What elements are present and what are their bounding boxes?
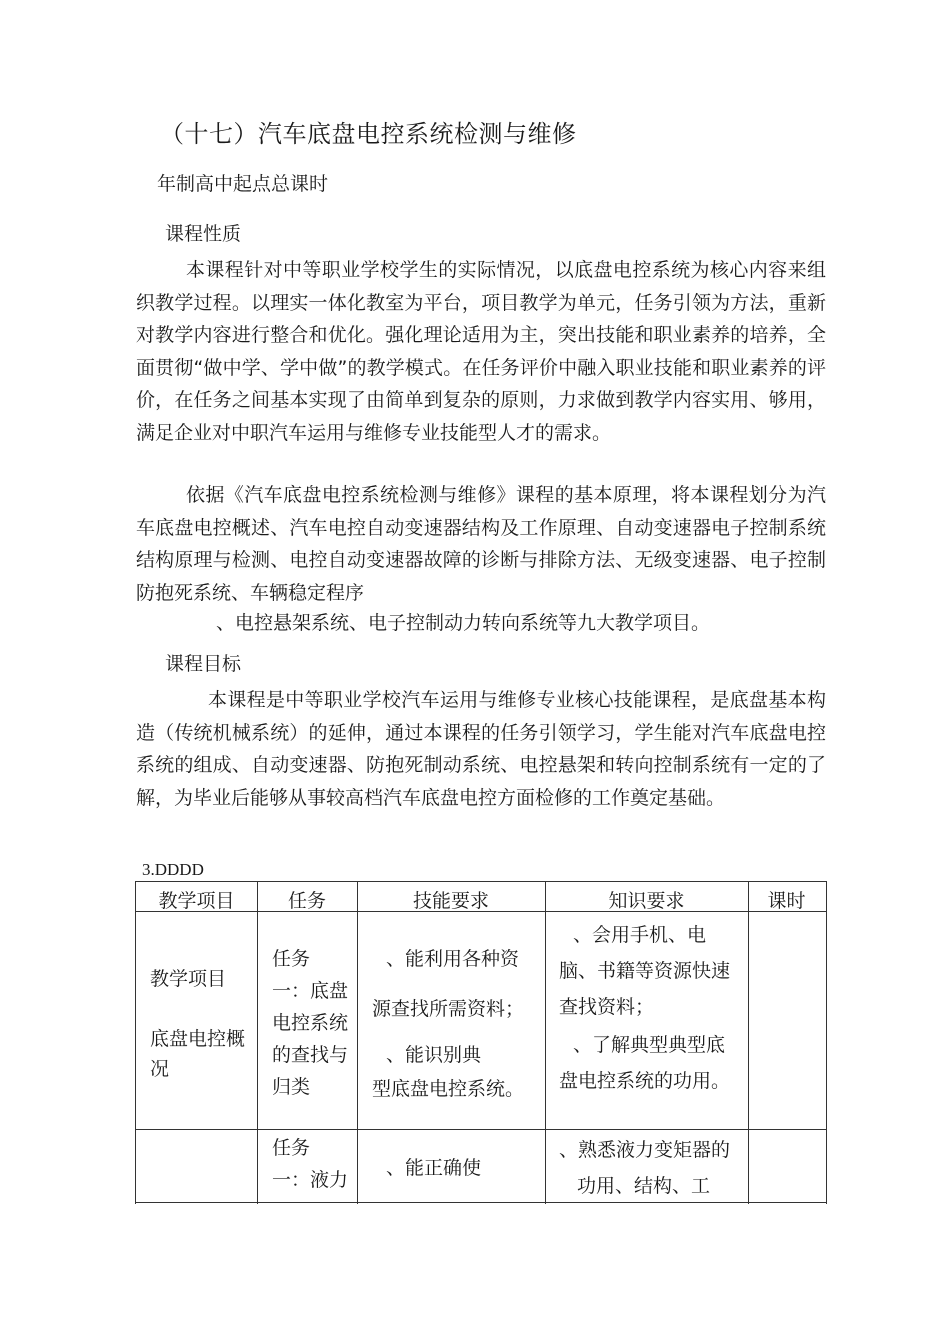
paragraph-text: 依据《汽车底盘电控系统检测与维修》课程的基本原理，将本课程划分为汽车底盘电控概述、汽车电控自动变速器结构及工作原理、自动变速器电子控制系统结构原理与检测、电控自动变速器故障的诊断与排除方法、无级变速器、电子控制防抱死系统、车辆稳定程序 [136,484,826,604]
header-project: 教学项目 [158,890,235,912]
cell-knowledge-line: 、熟悉液力变矩器的 [559,1139,731,1161]
cell-task-line: 的查找与 [272,1044,349,1066]
cell-project-line: 况 [150,1058,170,1080]
cell-knowledge-line: 、会用手机、电 [573,924,707,946]
section-heading-nature: 课程性质 [165,223,242,245]
cell-knowledge-line: 脑、书籍等资源快速 [559,960,731,982]
cell-task-line: 一：底盘 [272,980,349,1002]
paragraph-text: 本课程针对中等职业学校学生的实际情况，以底盘电控系统为核心内容来组织教学过程。以理实一体化教室为平台，项目教学为单元，任务引领为方法，重新对教学内容进行整合和优化。强化理论适用为主，突出技能和职业素养的培养，全面贯彻“做中学、学中做”的教学模式。在任务评价中融入职业技能和职业素养的评价，在任务之间基本实现了由简单到复杂的原则，力求做到教学内容实用、够用，满足企业对中职汽车运用与维修专业技能型人才的需求。 [136,259,826,444]
cell-skill-line: 型底盘电控系统。 [372,1078,525,1100]
cell-task-line: 任务 [272,948,311,970]
column-divider [257,882,258,1204]
cell-task-line: 电控系统 [272,1012,349,1034]
cell-knowledge-line: 盘电控系统的功用。 [559,1070,731,1092]
cell-project-line: 底盘电控概 [150,1028,246,1050]
cell-skill-line: 源查找所需资料； [372,998,525,1020]
cell-knowledge-line: 查找资料； [559,996,655,1018]
header-knowledge: 知识要求 [608,890,685,912]
paragraph-text: 本课程是中等职业学校汽车运用与维修专业核心技能课程，是底盘基本构造（传统机械系统）的延伸，通过本课程的任务引领学习，学生能对汽车底盘电控系统的组成、自动变速器、防抱死制动系统、电控悬架和转向控制系统有一定的了解，为毕业后能够从事较高档汽车底盘电控方面检修的工作奠定基础。 [136,689,826,809]
header-task: 任务 [287,890,326,912]
row-divider [136,1202,826,1203]
header-hours: 课时 [767,890,806,912]
table-label: 3.DDDD [142,860,204,879]
paragraph-nature-2 [136,479,826,609]
column-divider [357,882,358,1204]
section-heading-goal: 课程目标 [165,653,242,675]
curriculum-table [135,881,827,1204]
cell-task-line: 任务 [272,1137,311,1159]
document-subtitle: 年制高中起点总课时 [157,173,329,195]
column-divider [748,882,749,1204]
document-title: （十七）汽车底盘电控系统检测与维修 [160,120,577,148]
cell-skill-line: 、能正确使 [386,1157,482,1179]
cell-task-line: 一：液力 [272,1169,349,1191]
cell-skill-line: 、能利用各种资 [386,948,520,970]
cell-project-line: 教学项目 [150,968,227,990]
column-divider [545,882,546,1204]
cell-task-line: 归类 [272,1076,311,1098]
paragraph-nature-1 [136,254,826,449]
header-skill: 技能要求 [412,890,489,912]
cell-knowledge-line: 功用、结构、工 [577,1175,711,1197]
paragraph-goal [136,684,826,814]
row-divider [136,1129,826,1130]
paragraph-nature-3: 、电控悬架系统、电子控制动力转向系统等九大教学项目。 [216,612,711,634]
cell-knowledge-line: 、了解典型典型底 [573,1034,726,1056]
cell-skill-line: 、能识别典 [386,1044,482,1066]
